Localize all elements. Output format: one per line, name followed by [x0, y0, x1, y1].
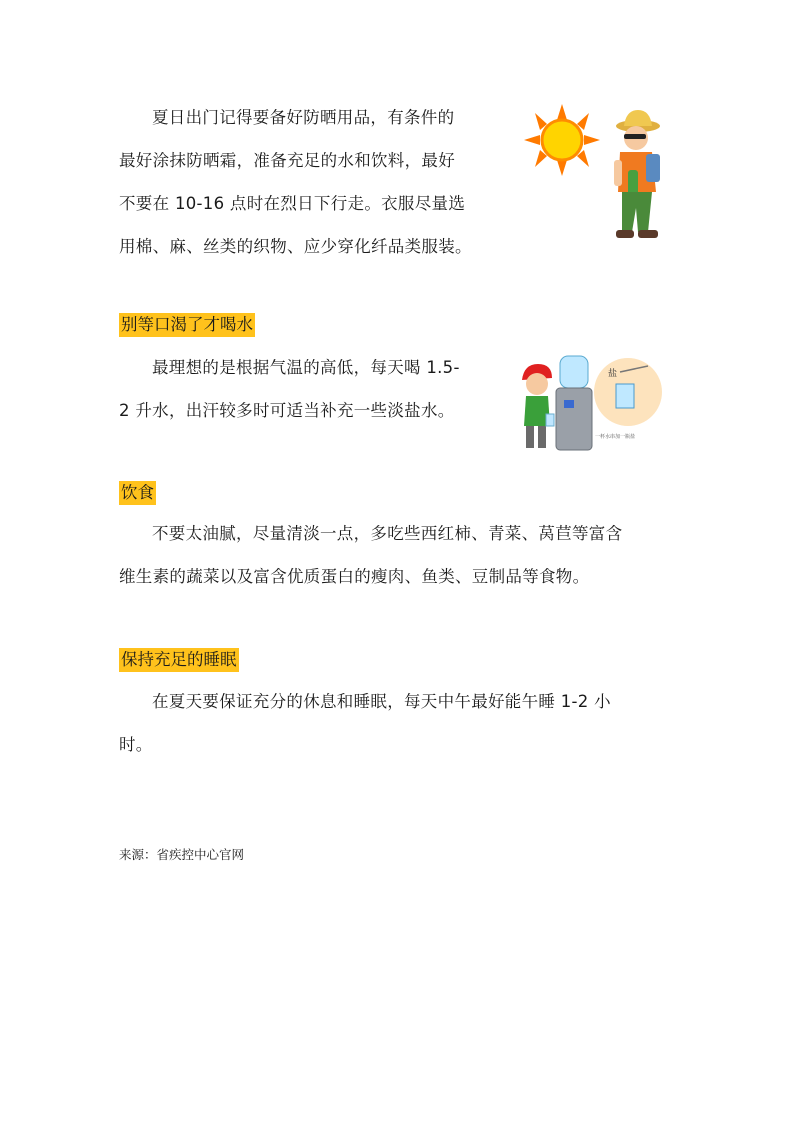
- paragraph-line: 时。: [119, 735, 153, 754]
- salt-water-bubble: [594, 358, 662, 440]
- sun-icon: [524, 104, 600, 176]
- drink-water-paragraph: [119, 346, 509, 432]
- illustration-caption: 一杯水串加一瓶盐: [595, 434, 636, 440]
- hiker-figure: [614, 110, 660, 238]
- section-heading-drink-water: 别等口渴了才喝水: [119, 313, 255, 337]
- water-dispenser-icon: [556, 356, 592, 450]
- paragraph-line: 维生素的蔬菜以及富含优质蛋白的瘦肉、鱼类、豆制品等食物。: [119, 567, 590, 586]
- source-note: 来源：省疾控中心官网: [119, 847, 245, 862]
- paragraph-line: 在夏天要保证充分的休息和睡眠，每天中午最好能午睡 1-2 小: [152, 692, 611, 711]
- paragraph-line: 最好涂抹防晒霜，准备充足的水和饮料，最好: [119, 151, 455, 170]
- sun-protection-paragraph: [119, 96, 509, 268]
- paragraph-line: 2 升水，出汗较多时可适当补充一些淡盐水。: [119, 401, 455, 420]
- salt-label: 盐: [608, 369, 618, 379]
- section-heading-sleep: 保持充足的睡眠: [119, 648, 239, 672]
- water-dispenser-illustration: [520, 350, 670, 455]
- diet-paragraph: [119, 512, 699, 598]
- sun-hiker-illustration: [520, 100, 680, 250]
- boy-figure: [522, 364, 554, 448]
- paragraph-line: 不要太油腻，尽量清淡一点，多吃些西红柿、青菜、莴苣等富含: [152, 524, 623, 543]
- paragraph-line: 不要在 10-16 点时在烈日下行走。衣服尽量选: [119, 194, 466, 213]
- section-heading-diet: 饮食: [119, 481, 156, 505]
- paragraph-line: 夏日出门记得要备好防晒用品，有条件的: [152, 108, 455, 127]
- paragraph-line: 最理想的是根据气温的高低，每天喝 1.5-: [152, 358, 460, 377]
- paragraph-line: 用棉、麻、丝类的织物、应少穿化纤品类服装。: [119, 237, 472, 256]
- sleep-paragraph: [119, 680, 699, 766]
